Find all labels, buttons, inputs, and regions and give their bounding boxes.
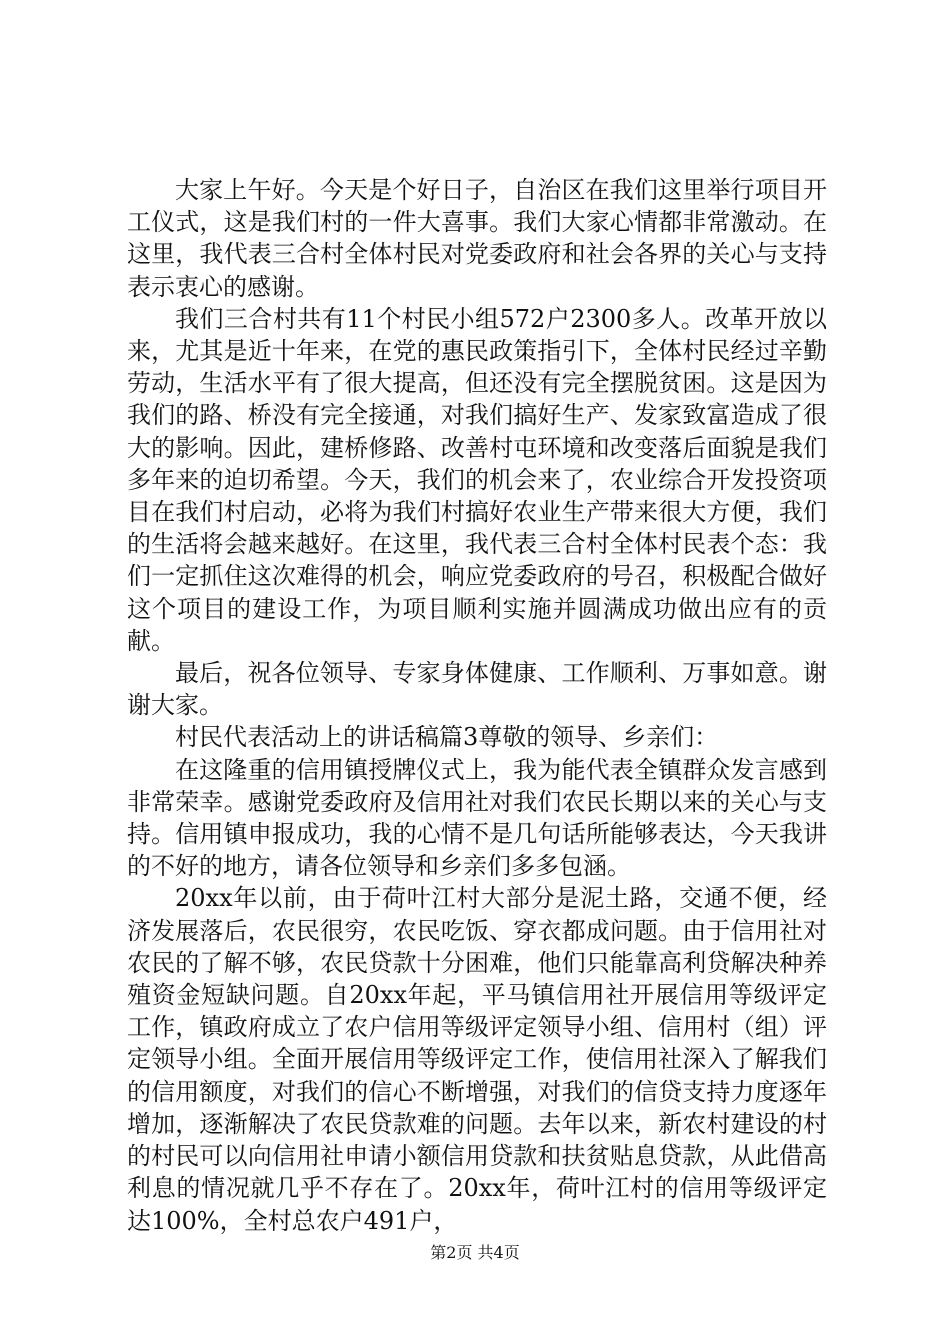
paragraph-credit-town-opening: 在这隆重的信用镇授牌仪式上，我为能代表全镇群众发言感到非常荣幸。感谢党委政府及信用社对我们农民长期以来的关心与支持。信用镇申报成功，我的心情不是几句话所能够表达，今天我讲的不好的地方，请各位领导和乡亲们多多包涵。 (127, 755, 827, 881)
paragraph-speech-heading: 村民代表活动上的讲话稿篇3尊敬的领导、乡亲们： (175, 723, 719, 752)
paragraph-closing-wishes: 最后，祝各位领导、专家身体健康、工作顺利、万事如意。谢谢大家。 (127, 659, 827, 720)
page-footer: 第2页 共4页 (430, 1243, 520, 1262)
paragraph-greeting: 大家上午好。今天是个好日子，自治区在我们这里举行项目开工仪式，这是我们村的一件大喜事。我们大家心情都非常激动。在这里，我代表三合村全体村民对党委政府和社会各界的关心与支持表示衷心的感谢。 (127, 176, 827, 301)
paragraph-village-overview: 我们三合村共有11个村民小组572户2300多人。改革开放以来，尤其是近十年来，在党的惠民政策指引下，全体村民经过辛勤劳动，生活水平有了很大提高，但还没有完全摆脱贫困。这是因为我们的路、桥没有完全接通，对我们搞好生产、发家致富造成了很大的影响。因此，建桥修路、改善村屯环境和改变落后面貌是我们多年来的迫切希望。今天，我们的机会来了，农业综合开发投资项目在我们村启动，必将为我们村搞好农业生产带来很大方便，我们的生活将会越来越好。在这里，我代表三合村全体村民表个态：我们一定抓住这次难得的机会，响应党委政府的号召，积极配合做好这个项目的建设工作，为项目顺利实施并圆满成功做出应有的贡献。 (127, 304, 827, 655)
paragraph-credit-history: 20xx年以前，由于荷叶江村大部分是泥土路，交通不便，经济发展落后，农民很穷，农民吃饭、穿衣都成问题。由于信用社对农民的了解不够，农民贷款十分困难，他们只能靠高利贷解决种养殖资金短缺问题。自20xx年起，平马镇信用社开展信用等级评定工作，镇政府成立了农户信用等级评定领导小组、信用村（组）评定领导小组。全面开展信用等级评定工作，使信用社深入了解我们的信用额度，对我们的信心不断增强，对我们的信贷支持力度逐年增加，逐渐解决了农民贷款难的问题。去年以来，新农村建设的村的村民可以向信用社申请小额信用贷款和扶贫贴息贷款，从此借高利息的情况就几乎不存在了。20xx年，荷叶江村的信用等级评定达100%，全村总农户491户， (127, 884, 827, 1235)
document-body (127, 174, 827, 1237)
